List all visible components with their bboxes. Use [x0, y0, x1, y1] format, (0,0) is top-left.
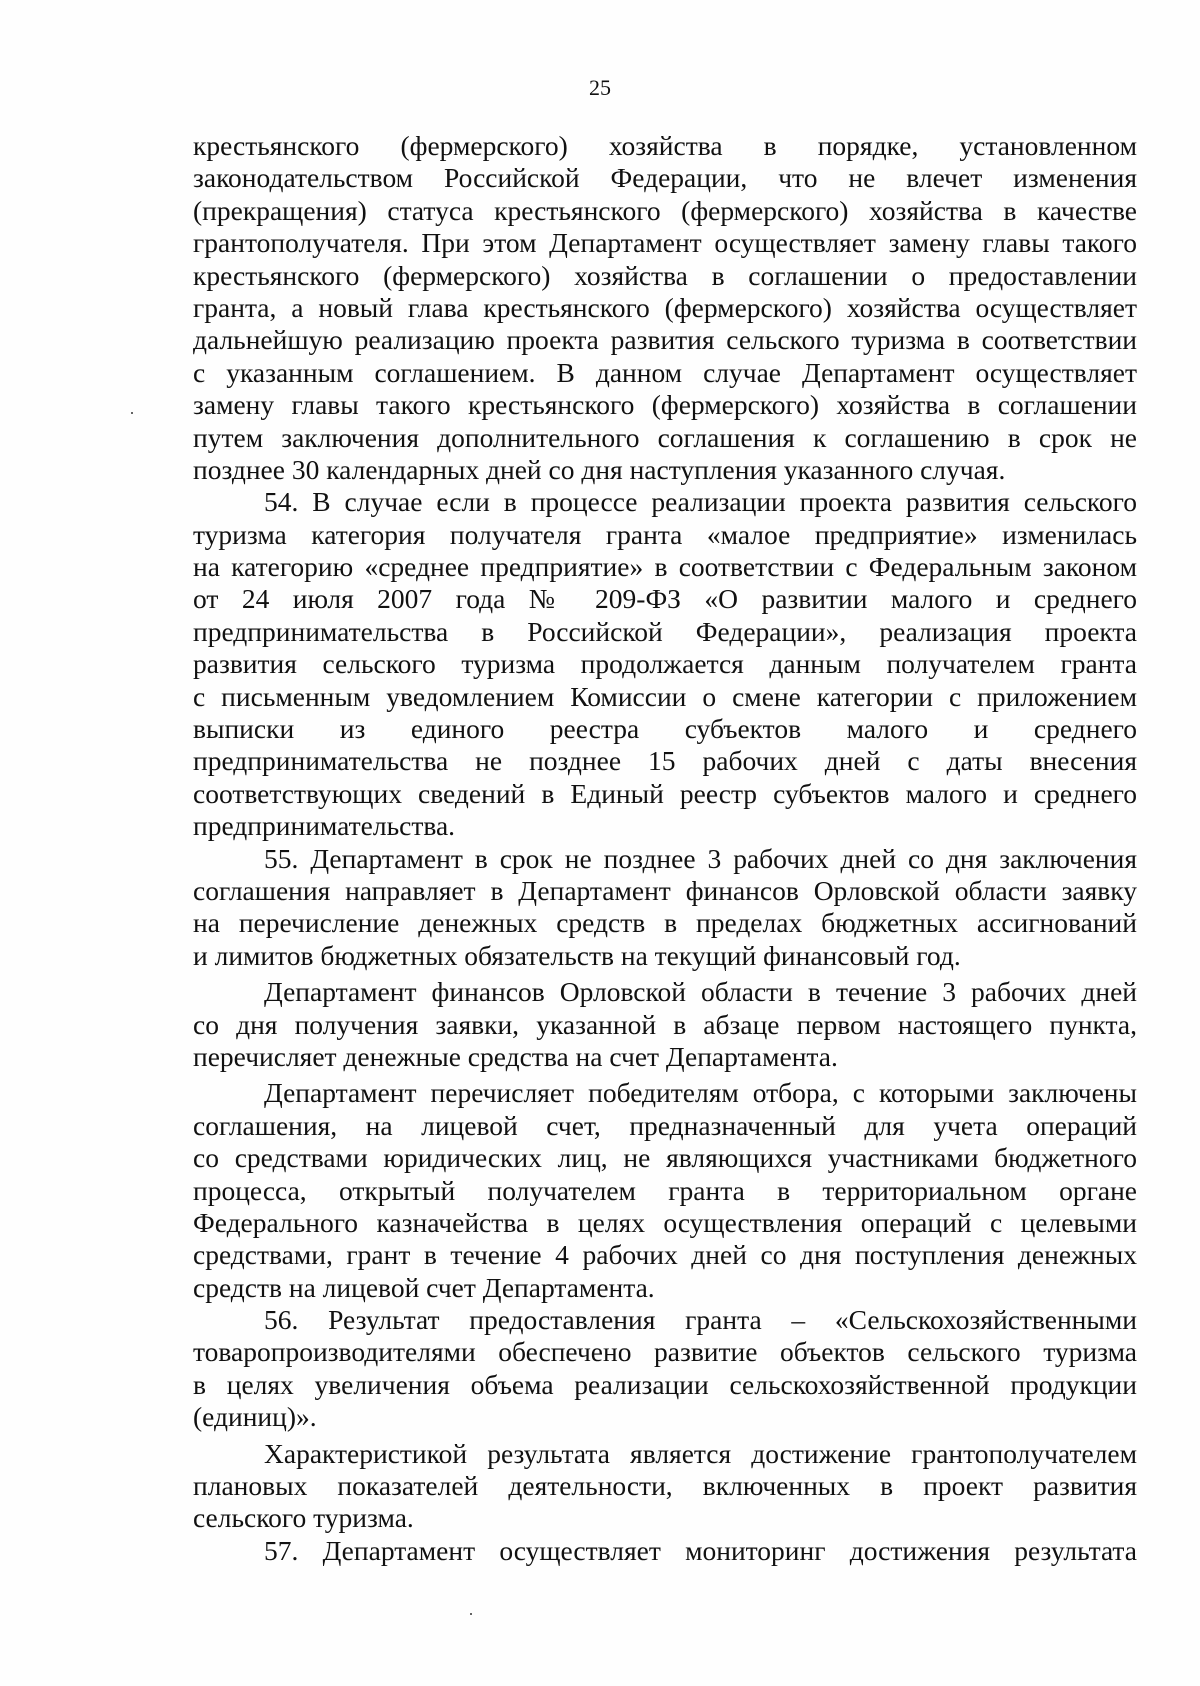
text-line: от 24 июля 2007 года № 209-ФЗ «О развитии малого и среднего: [193, 583, 1137, 615]
text-line: соглашения, на лицевой счет, предназначенный для учета операций: [193, 1109, 1137, 1141]
text-line: дальнейшую реализацию проекта развития сельского туризма в соответствии: [193, 324, 1137, 356]
text-line: с письменным уведомлением Комиссии о смене категории с приложением: [193, 680, 1137, 712]
text-line: с указанным соглашением. В данном случае Департамент осуществляет: [193, 356, 1137, 388]
text-line: грантополучателя. При этом Департамент осуществляет замену главы такого: [193, 227, 1137, 259]
text-line: замену главы такого крестьянского (фермерского) хозяйства в соглашении: [193, 389, 1137, 421]
text-line: законодательством Российской Федерации, что не влечет изменения: [193, 162, 1137, 194]
text-line: гранта, а новый глава крестьянского (фермерского) хозяйства осуществляет: [193, 291, 1137, 323]
text-line: товаропроизводителями обеспечено развитие объектов сельского туризма: [193, 1336, 1137, 1368]
paragraph-56-line: 56. Результат предоставления гранта – «Сельскохозяйственными: [264, 1304, 1137, 1336]
text-line: (прекращения) статуса крестьянского (фермерского) хозяйства в качестве: [193, 194, 1137, 226]
scan-speck: [470, 1613, 472, 1615]
paragraph-line: Департамент финансов Орловской области в течение 3 рабочих дней: [264, 976, 1137, 1008]
text-line: на перечисление денежных средств в пределах бюджетных ассигнований: [193, 907, 1137, 939]
text-line: со средствами юридических лиц, не являющихся участниками бюджетного: [193, 1142, 1137, 1174]
page-number: 25: [589, 75, 611, 100]
paragraph-line: Характеристикой результата является достижение грантополучателем: [264, 1437, 1137, 1469]
text-line: предпринимательства в Российской Федерации», реализация проекта: [193, 615, 1137, 647]
text-line: развития сельского туризма продолжается данным получателем гранта: [193, 648, 1137, 680]
text-line: со дня получения заявки, указанной в абзаце первом настоящего пункта,: [193, 1008, 1137, 1040]
text-line: соответствующих сведений в Единый реестр субъектов малого и среднего: [193, 777, 1137, 809]
text-line: перечисляет денежные средства на счет Департамента.: [193, 1040, 838, 1072]
text-line: процесса, открытый получателем гранта в территориальном органе: [193, 1174, 1137, 1206]
text-line: позднее 30 календарных дней со дня наступления указанного случая.: [193, 453, 1006, 485]
text-line: предпринимательства не позднее 15 рабочих дней с даты внесения: [193, 745, 1137, 777]
paragraph-57-line: 57. Департамент осуществляет мониторинг достижения результата: [264, 1534, 1137, 1566]
text-line: на категорию «среднее предприятие» в соответствии с Федеральным законом: [193, 551, 1137, 583]
text-line: крестьянского (фермерского) хозяйства в соглашении о предоставлении: [193, 259, 1137, 291]
text-line: и лимитов бюджетных обязательств на текущий финансовый год.: [193, 939, 961, 971]
text-line: средств на лицевой счет Департамента.: [193, 1271, 655, 1303]
text-line: путем заключения дополнительного соглашения к соглашению в срок не: [193, 421, 1137, 453]
scan-speck: [131, 412, 133, 414]
text-line: в целях увеличения объема реализации сельскохозяйственной продукции: [193, 1368, 1137, 1400]
text-line: сельского туризма.: [193, 1502, 414, 1534]
text-line: плановых показателей деятельности, включенных в проект развития: [193, 1470, 1137, 1502]
text-line: (единиц)».: [193, 1401, 317, 1433]
text-line: туризма категория получателя гранта «малое предприятие» изменилась: [193, 518, 1137, 550]
text-line: предпринимательства.: [193, 810, 456, 842]
paragraph-line: Департамент перечисляет победителям отбора, с которыми заключены: [264, 1077, 1137, 1109]
text-line: выписки из единого реестра субъектов малого и среднего: [193, 713, 1137, 745]
paragraph-54-line: 54. В случае если в процессе реализации проекта развития сельского: [264, 486, 1137, 518]
text-line: крестьянского (фермерского) хозяйства в порядке, установленном: [193, 130, 1137, 161]
text-line: соглашения направляет в Департамент финансов Орловской области заявку: [193, 874, 1137, 906]
body-text: [193, 130, 1137, 1567]
paragraph-55-line: 55. Департамент в срок не позднее 3 рабочих дней со дня заключения: [264, 842, 1137, 874]
text-line: средствами, грант в течение 4 рабочих дней со дня поступления денежных: [193, 1239, 1137, 1271]
text-line: Федерального казначейства в целях осуществления операций с целевыми: [193, 1206, 1137, 1238]
